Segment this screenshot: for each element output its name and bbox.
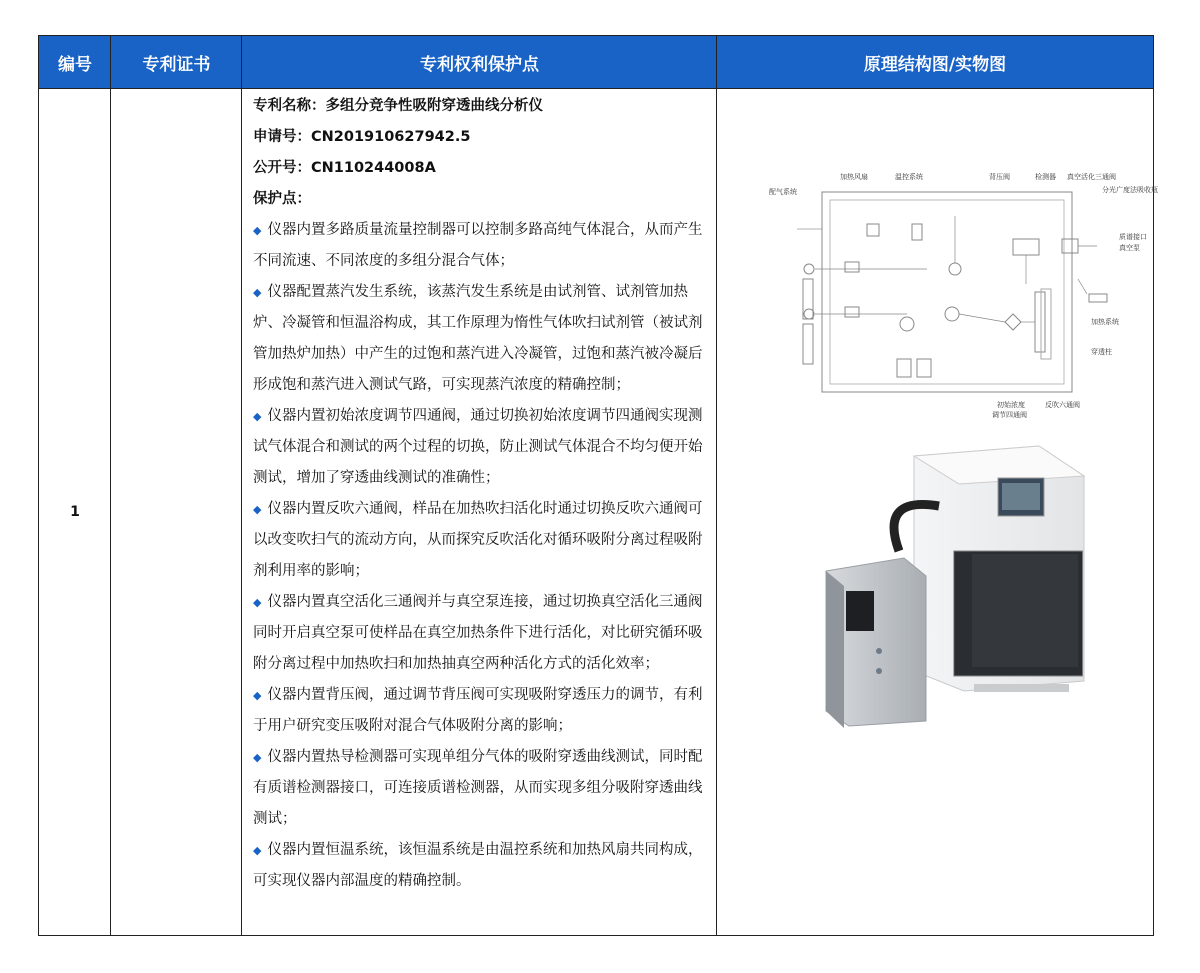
row-number: 1 xyxy=(70,504,80,520)
diamond-bullet-icon: ◆ xyxy=(253,751,262,764)
init-valve-label-2: 调节四通阀 xyxy=(992,411,1027,419)
vacuum-pump-label: 真空泵 xyxy=(1119,244,1140,252)
header-number: 编号 xyxy=(58,54,92,75)
column-label: 穿透柱 xyxy=(1091,348,1112,356)
application-number: 申请号：CN201910627942.5 xyxy=(253,129,471,145)
diamond-bullet-icon: ◆ xyxy=(253,596,262,609)
detector-label: 检测器 xyxy=(1035,173,1056,181)
temp-label: 温控系统 xyxy=(895,173,923,181)
header-divider xyxy=(39,88,1153,89)
diamond-bullet-icon: ◆ xyxy=(253,224,262,237)
diamond-bullet-icon: ◆ xyxy=(253,689,262,702)
vacuum-valve-label: 真空活化三通阀 xyxy=(1067,173,1116,181)
backpressure-label: 背压阀 xyxy=(989,173,1010,181)
diamond-bullet-icon: ◆ xyxy=(253,286,262,299)
col-divider xyxy=(241,36,242,935)
header-certificate: 专利证书 xyxy=(142,54,211,75)
table-header xyxy=(39,36,1153,88)
header-protection-points: 专利权利保护点 xyxy=(420,54,539,75)
init-valve-label: 初始浓度 xyxy=(997,401,1025,409)
fan-label: 加热风扇 xyxy=(840,173,868,181)
protection-points-cell xyxy=(253,91,713,897)
gas-system-label: 配气系统 xyxy=(769,188,797,196)
ms-port-label: 质谱接口 xyxy=(1119,233,1147,241)
list-item: ◆ 仪器内置热导检测器可实现单组分气体的吸附穿透曲线测试，同时配有质谱检测器接口，可连接质谱检测器，从而实现多组分吸附穿透曲线测试； xyxy=(253,749,703,827)
list-item: ◆ 仪器内置真空活化三通阀并与真空泵连接，通过切换真空活化三通阀同时开启真空泵可使样品在真空加热条件下进行活化，对比研究循环吸附分离过程中加热吹扫和加热抽真空两种活化方式的活化效率； xyxy=(253,594,703,672)
list-item: ◆ 仪器内置反吹六通阀，样品在加热吹扫活化时通过切换反吹六通阀可以改变吹扫气的流动方向，从而探究反吹活化对循环吸附分离过程吸附剂利用率的影响； xyxy=(253,501,703,579)
list-item: ◆ 仪器内置恒温系统，该恒温系统是由温控系统和加热风扇共同构成，可实现仪器内部温度的精确控制。 xyxy=(253,842,703,889)
heating-label: 加热系统 xyxy=(1091,318,1119,326)
diamond-bullet-icon: ◆ xyxy=(253,410,262,423)
schematic-diagram xyxy=(727,164,1158,424)
six-valve-label: 反吹六通阀 xyxy=(1045,401,1080,409)
list-item: ◆ 仪器内置背压阀，通过调节背压阀可实现吸附穿透压力的调节，有利于用户研究变压吸附对混合气体吸附分离的影响； xyxy=(253,687,703,734)
patent-title: 专利名称：多组分竞争性吸附穿透曲线分析仪 xyxy=(253,98,543,114)
instrument-photo xyxy=(784,436,1094,736)
list-item: ◆ 仪器配置蒸汽发生系统，该蒸汽发生系统是由试剂管、试剂管加热炉、冷凝管和恒温浴构成，其工作原理为惰性气体吹扫试剂管（被试剂管加热炉加热）中产生的过饱和蒸汽进入冷凝管，过饱和蒸汽被冷凝后形成饱和蒸汽进入测试气路，可实现蒸汽浓度的精确控制； xyxy=(253,284,703,393)
list-item: ◆ 仪器内置多路质量流量控制器可以控制多路高纯气体混合，从而产生不同流速、不同浓度的多组分混合气体； xyxy=(253,222,703,269)
col-divider xyxy=(716,36,717,935)
spectro-label: 分光广度法吸收瓶 xyxy=(1102,186,1158,194)
patent-table xyxy=(38,35,1158,936)
diamond-bullet-icon: ◆ xyxy=(253,844,262,857)
list-item: ◆ 仪器内置初始浓度调节四通阀，通过切换初始浓度调节四通阀实现测试气体混合和测试的两个过程的切换，防止测试气体混合不均匀便开始测试，增加了穿透曲线测试的准确性； xyxy=(253,408,703,486)
protection-label: 保护点： xyxy=(253,191,311,207)
publication-number: 公开号：CN110244008A xyxy=(253,160,436,176)
diamond-bullet-icon: ◆ xyxy=(253,503,262,516)
header-diagram: 原理结构图/实物图 xyxy=(863,54,1007,75)
